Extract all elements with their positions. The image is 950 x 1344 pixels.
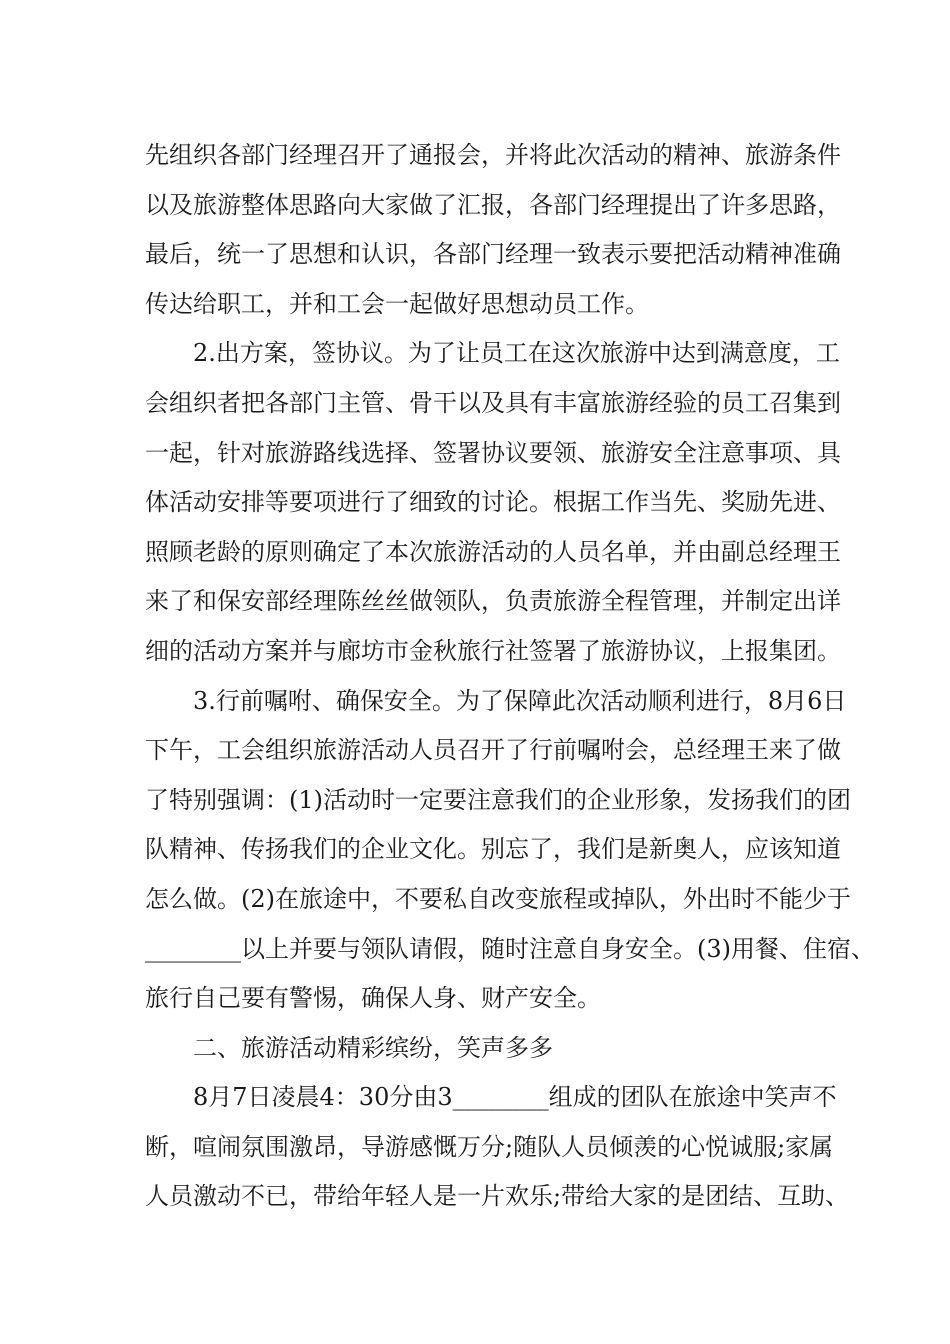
- text-line: 一起，针对旅游路线选择、签署协议要领、旅游安全注意事项、具: [145, 438, 841, 467]
- text-line: 了特别强调：(1)活动时一定要注意我们的企业形象，发扬我们的团: [145, 785, 851, 814]
- text-line: 以及旅游整体思路向大家做了汇报，各部门经理提出了许多思路，: [145, 190, 841, 219]
- text-line: 下午，工会组织旅游活动人员召开了行前嘱咐会，总经理王来了做: [145, 736, 841, 765]
- text-line: 会组织者把各部门主管、骨干以及具有丰富旅游经验的员工召集到: [145, 388, 841, 417]
- text-line: 传达给职工，并和工会一起做好思想动员工作。: [145, 289, 649, 318]
- text-line: 照顾老龄的原则确定了本次旅游活动的人员名单，并由副总经理王: [145, 537, 841, 566]
- text-line: 先组织各部门经理召开了通报会，并将此次活动的精神、旅游条件: [145, 141, 841, 169]
- text-line: 2.出方案，签协议。为了让员工在这次旅游中达到满意度，工: [193, 339, 840, 368]
- paragraph: [145, 677, 875, 1024]
- text-line: 8月7日凌晨4：30分由3________组成的团队在旅途中笑声不: [193, 1083, 837, 1112]
- document-body: [145, 131, 875, 1222]
- text-line: 队精神、传扬我们的企业文化。别忘了，我们是新奥人，应该知道: [145, 835, 841, 864]
- paragraph: [145, 131, 841, 329]
- paragraph: [145, 1024, 825, 1074]
- text-line: 断，喧闹氛围激昂，导游感慨万分;随队人员倾羡的心悦诚服;家属: [145, 1132, 834, 1161]
- text-line: 人员激动不已，带给年轻人是一片欢乐;带给大家的是团结、互助、: [145, 1182, 850, 1211]
- paragraph: [145, 1073, 850, 1222]
- text-line: 旅行自己要有警惕，确保人身、财产安全。: [145, 984, 601, 1013]
- paragraph: [145, 329, 841, 676]
- text-line: 来了和保安部经理陈丝丝做领队，负责旅游全程管理，并制定出详: [145, 587, 841, 616]
- text-line: 细的活动方案并与廊坊市金秋旅行社签署了旅游协议，上报集团。: [145, 636, 841, 665]
- text-line: ________以上并要与领队请假，随时注意自身安全。(3)用餐、住宿、: [145, 934, 875, 963]
- text-line: 最后，统一了思想和认识，各部门经理一致表示要把活动精神准确: [145, 240, 841, 269]
- text-line: 怎么做。(2)在旅途中，不要私自改变旅程或掉队，外出时不能少于: [145, 884, 851, 913]
- text-line: 3.行前嘱咐、确保安全。为了保障此次活动顺利进行，8月6日: [193, 686, 847, 715]
- text-line: 体活动安排等要项进行了细致的讨论。根据工作当先、奖励先进、: [145, 488, 841, 517]
- text-line: 二、旅游活动精彩缤纷，笑声多多: [193, 1033, 553, 1062]
